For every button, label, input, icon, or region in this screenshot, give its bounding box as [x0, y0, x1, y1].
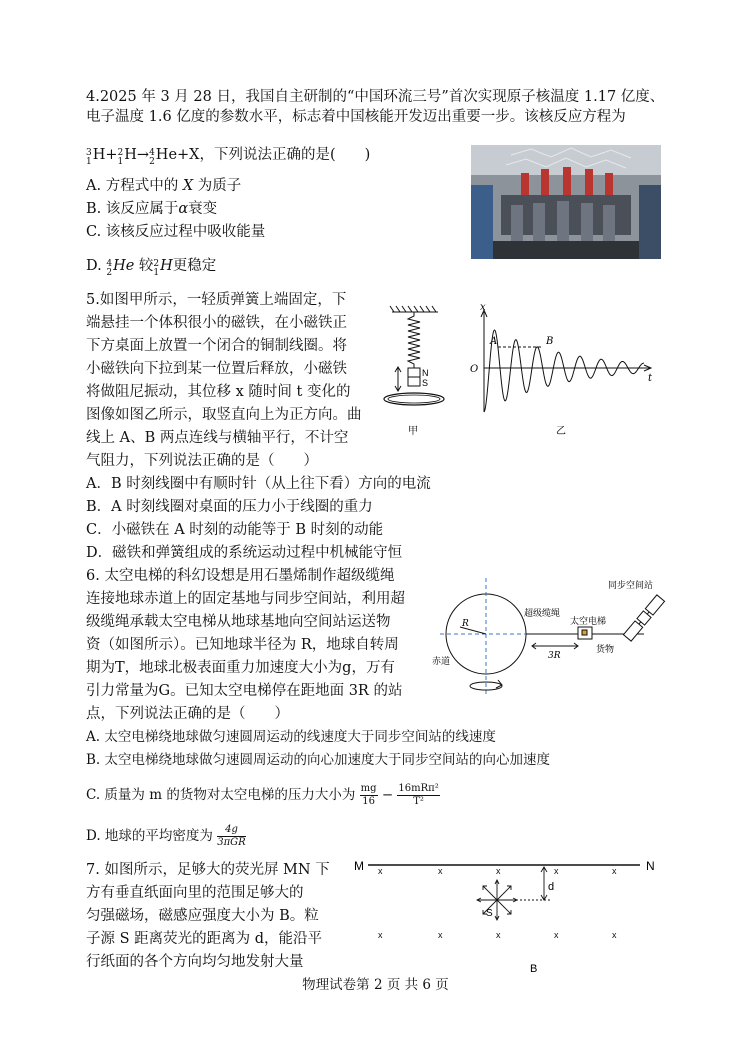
q4-option-d-prefix: D.	[86, 258, 102, 274]
fraction-density	[217, 824, 245, 849]
graph-origin-label: O	[470, 364, 479, 375]
q5-option-c: C．小磁铁在 A 时刻的动能等于 B 时刻的动能	[86, 522, 384, 538]
q5-line4: 小磁铁向下拉到某一位置后释放，小磁铁	[86, 361, 347, 377]
q4-option-d-compare: 较	[138, 258, 154, 274]
distance-d-label: d	[548, 881, 555, 893]
q5-line3: 下方桌面上放置一个闭合的铜制线圈。将	[86, 338, 347, 354]
spring-magnet-figure	[376, 300, 456, 440]
q5-option-b: B．A 时刻线圈对桌面的压力小于线圈的重力	[86, 499, 373, 515]
magnet-s-label: S	[422, 378, 429, 388]
damped-oscillation-graph	[460, 300, 660, 440]
q6-line6: 引力常量为G。已知太空电梯停在距地面 3R 的站	[86, 683, 403, 699]
field-x-mark: x	[554, 930, 559, 940]
field-x-mark: x	[496, 866, 501, 876]
q5-line8: 气阻力，下列说法正确的是（ ）	[86, 453, 318, 469]
fraction-density-den: 3πGR	[217, 837, 246, 848]
graph-x-label: x	[480, 302, 486, 313]
q4-eq-suffix: He+X，下列说法正确的是( )	[155, 147, 371, 163]
field-x-mark: x	[438, 866, 443, 876]
point-a-label: A	[490, 336, 498, 347]
field-x-mark: x	[612, 866, 617, 876]
fraction-16mr-den: T²	[413, 796, 424, 807]
q4-option-a-text: A. 方程式中的	[86, 178, 179, 194]
earth-radius-label: R	[462, 619, 469, 629]
q6-line4: 资（如图所示）。已知地球半径为 R，地球自转周	[86, 637, 399, 653]
q5-option-d: D．磁铁和弹簧组成的系统运动过程中机械能守恒	[86, 545, 403, 561]
q5-line5: 将做阻尼振动，其位移 x 随时间 t 变化的	[86, 384, 351, 400]
damped-wave-curve	[484, 330, 644, 412]
q4-option-d-he: He	[113, 258, 135, 274]
q4-option-a	[86, 176, 241, 196]
q4-option-a-tail: 为质子	[197, 178, 242, 194]
q4-line1: 4.2025 年 3 月 28 日，我国自主研制的“中国环流三号”首次实现原子核温度 1.17 亿度、	[86, 89, 665, 105]
fraction-16mr-num: 16mRπ²	[398, 783, 439, 794]
q4-option-c: C. 该核反应过程中吸收能量	[86, 224, 266, 240]
fraction-mg-num: mg	[360, 783, 377, 794]
q4-option-b-tail: 衰变	[188, 201, 218, 217]
q6-line1: 6. 太空电梯的科幻设想是用石墨烯制作超级缆绳	[86, 568, 395, 584]
magnet-n-label: N	[422, 368, 429, 378]
q6-line3: 级缆绳承载太空电梯从地球基地向空间站运送物	[86, 614, 391, 630]
field-b-label: B	[530, 963, 538, 975]
field-x-mark: x	[378, 866, 383, 876]
cargo-label: 货物	[596, 645, 615, 655]
q4-option-d-tail: 更稳定	[172, 258, 217, 274]
cable-label: 超级缆绳	[524, 609, 561, 619]
graph-t-label: t	[648, 373, 653, 384]
minus-sign: −	[381, 787, 394, 803]
q4-option-b	[86, 199, 217, 219]
field-x-mark: x	[496, 930, 501, 940]
field-x-mark: x	[554, 866, 559, 876]
field-x-mark: x	[378, 930, 383, 940]
fraction-mg-den: 16	[362, 796, 375, 807]
q6-option-c-text: C. 质量为 m 的货物对太空电梯的压力大小为	[86, 787, 356, 803]
q4-equation: 3 1H+2 1H→4 2He+X，下列说法正确的是( )	[86, 147, 371, 167]
q7-line4: 子源 S 距离荧光的距离为 d，能沿平	[86, 931, 323, 947]
fraction-16mr	[397, 783, 439, 808]
q4-option-d: D. 4 2He 较2 1H更稳定	[86, 258, 217, 278]
q5-line7: 线上 A、B 两点连线与横轴平行，不计空	[86, 430, 349, 446]
elevator-label: 太空电梯	[570, 617, 607, 627]
q5-line2: 端悬挂一个体积很小的磁铁，在小磁铁正	[86, 315, 347, 331]
fraction-mg-16	[360, 783, 378, 808]
station-label: 同步空间站	[608, 581, 654, 591]
figure-jia-label: 甲	[408, 426, 418, 437]
q4-option-b-text: B. 该反应属于	[86, 201, 179, 217]
q4-line2: 电子温度 1.6 亿度的参数水平，标志着中国核能开发迈出重要一步。该核反应方程为	[86, 109, 626, 125]
q6-option-a: A. 太空电梯绕地球做匀速圆周运动的线速度大于同步空间站的线速度	[86, 729, 496, 745]
q6-option-b: B. 太空电梯绕地球做匀速圆周运动的向心加速度大于同步空间站的向心加速度	[86, 752, 551, 768]
q4-option-d-h: H	[160, 258, 173, 274]
q5-option-a: A．B 时刻线圈中有顺时针（从上往下看）方向的电流	[86, 476, 431, 492]
point-b-label: B	[546, 336, 554, 347]
q7-line2: 方有垂直纸面向里的范围足够大的	[86, 885, 304, 901]
equator-label: 赤道	[432, 657, 451, 667]
page-footer: 物理试卷第 2 页 共 6 页	[302, 977, 449, 993]
field-x-marks	[378, 866, 617, 940]
tokamak-photo	[471, 145, 661, 259]
q6-option-d-text: D. 地球的平均密度为	[86, 828, 213, 844]
distance-3r-label: 3R	[548, 651, 561, 661]
space-elevator-figure	[432, 572, 672, 702]
field-x-mark: x	[438, 930, 443, 940]
q5-line1: 5.如图甲所示，一轻质弹簧上端固定，下	[86, 292, 347, 308]
screen-m-label: M	[354, 859, 364, 873]
q6-line2: 连接地球赤道上的固定基地与同步空间站，利用超	[86, 591, 405, 607]
q7-line1: 7. 如图所示，足够大的荧光屏 MN 下	[86, 862, 330, 878]
figure-yi-label: 乙	[556, 426, 566, 437]
magnetic-field-figure	[350, 852, 670, 978]
q7-line5: 行纸面的各个方向均匀地发射大量	[86, 954, 304, 970]
source-s-label: S	[486, 908, 493, 919]
particle-source-arrows	[477, 880, 517, 920]
q6-line7: 点，下列说法正确的是（ ）	[86, 706, 289, 722]
q6-option-d	[86, 824, 246, 849]
screen-n-label: N	[646, 859, 655, 873]
field-x-mark: x	[612, 930, 617, 940]
q7-line3: 匀强磁场，磁感应强度大小为 B。粒	[86, 908, 319, 924]
q5-line6: 图像如图乙所示，取竖直向上为正方向。曲	[86, 407, 362, 423]
fraction-density-num: 4g	[217, 824, 245, 837]
q6-line5: 期为T，地球北极表面重力加速度大小为g，万有	[86, 660, 395, 676]
q6-option-c	[86, 783, 440, 808]
q4-option-a-var: X	[182, 178, 194, 194]
q4-option-b-var: α	[178, 201, 189, 217]
